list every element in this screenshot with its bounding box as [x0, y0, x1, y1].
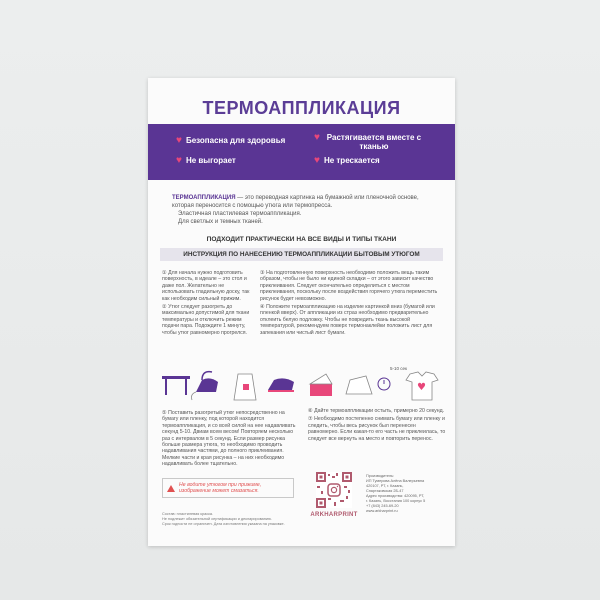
tshirt-heart-icon	[406, 372, 438, 400]
steps-column-4	[308, 408, 448, 444]
instruction-heading: ИНСТРУКЦИЯ ПО НАНЕСЕНИЮ ТЕРМОАППЛИКАЦИИ БЫТОВЫМ УТЮГОМ	[160, 248, 443, 261]
page-title: ТЕРМОАППЛИКАЦИЯ	[202, 98, 401, 118]
qr-code	[316, 472, 352, 508]
warning-icon	[167, 485, 175, 492]
table-icon	[162, 376, 190, 395]
feature-item	[176, 136, 285, 145]
intro-text	[172, 194, 434, 226]
feature-item	[314, 133, 424, 151]
peel-icon	[310, 374, 332, 396]
feature-label: Растягивается вместе с тканью	[326, 133, 422, 151]
heart-icon: ♥	[314, 155, 320, 166]
step-2: ② Утюг следует разогреть до максимально допустимой для ткани температуры и отключить режим подачи пара. Подождите 1 минуту, чтобы утюг равномерно прогрелся.	[162, 304, 250, 336]
feature-band	[148, 124, 455, 180]
footer-line: Состав: пластилевая краска.	[162, 512, 214, 516]
steps-column-3	[162, 410, 302, 470]
iron-icon	[192, 372, 219, 400]
maker-line: www.arkharprint.ru	[366, 509, 398, 513]
maker-line: г. Казань, Восстания 100 корпус 5	[366, 499, 426, 503]
feature-item	[176, 156, 236, 165]
feature-label: Не трескается	[323, 156, 380, 165]
warning-text: Не водите утюгом при прижиме, изображение может смазаться.	[179, 482, 262, 494]
manufacturer-info	[366, 474, 446, 514]
intro-lead: ТЕРМОАППЛИКАЦИЯ	[172, 195, 236, 201]
intro-line: Эластичная пластилевая термоаппликация.	[178, 211, 302, 217]
timer-label: 5-10 сек	[390, 366, 407, 371]
footer-line: Срок годности не ограничен. Дата изготовления указана на упаковке.	[162, 522, 285, 526]
paper-icon	[346, 376, 372, 394]
instruction-card	[148, 78, 455, 546]
heart-icon: ♥	[314, 132, 320, 143]
step-6: ⑥ Дайте термоаппликации остыть, примерно 20 секунд.	[308, 408, 445, 414]
step-3: ③ На подготовленную поверхность необходимо положить вещь таким образом, чтобы не было ни единой складки – от этого зависит качество приклеивания. Следует окончательно определиться с местом приклеивания, поскольку после воздействия горячего утюга переместить рисунок будет невозможно.	[260, 270, 438, 302]
step-7: ⑦ Необходимо постепенно снимать бумагу или пленку и следить, чтобы весь рисунок был перенесен равномерно. Если какая-то его часть не приклеилась, то следует все вернуть на место и повторить перенос.	[308, 416, 446, 442]
maker-line: Адрес производства: 420095, РТ,	[366, 494, 425, 498]
feature-label: Не выгорает	[185, 156, 236, 165]
maker-line: ИП Тумерова Алёна Валерьевна	[366, 479, 425, 483]
steps-column-1	[162, 270, 258, 338]
heart-icon: ♥	[176, 135, 182, 146]
iron-press-icon	[268, 378, 294, 392]
step-1: ① Для начала нужно подготовить поверхность, в идеале – это стол и даже пол. Желательно не использовать гладильную доску, так как необходим сильный прижим.	[162, 270, 250, 302]
timer-icon	[378, 378, 390, 390]
footer-line: Не подлежит обязательной сертификации и декларированию.	[162, 517, 272, 521]
step-4: ④ Положите термоаппликацию на изделие картинкой вниз (бумагой или пленкой вверх). От аппликации из страз необходимо предварительно отклеить белую подложку. Чтобы не повредить ткань высокой температурой, рекомендуем поверх термонаклейки положить лист для запекания или чистый лист бумаги.	[260, 304, 435, 336]
maker-line: 420107, РТ, г. Казань,	[366, 484, 404, 488]
footer-notes	[162, 512, 302, 527]
feature-label: Безопасна для здоровья	[185, 136, 286, 145]
intro-line: Для светлых и темных тканей.	[178, 219, 263, 225]
brand-logo-text: ARKHARPRINT	[310, 512, 358, 518]
maker-line: Спартаковская 2Б-47	[366, 489, 404, 493]
warning-box	[162, 478, 294, 498]
steps-column-2	[260, 270, 445, 338]
svg-text:♥: ♥	[417, 382, 426, 393]
step-5: ⑤ Поставить разогретый утюг непосредственно на бумагу или пленку, под которой находится термоаппликация, и со всей силой на нее надавливать секунд 5-10. Двиам всем весом! Повторяем несколько раз с интервалом в 5 секунд. Если размер рисунка больше размера утюга, то необходимо проводить надавливания частями, до полного приклеивания. Мелкие части и края рисунка – на них необходимо надавливать более тщательно.	[162, 410, 296, 468]
illustration-strip	[160, 362, 443, 406]
fabric-heading: ПОДХОДИТ ПРАКТИЧЕСКИ НА ВСЕ ВИДЫ И ТИПЫ ТКАНИ	[206, 236, 397, 243]
maker-line: +7 (843) 245-69-20	[366, 504, 399, 508]
shirt-icon	[234, 374, 256, 400]
intro-body: — это переводная картинка на бумажной или пленочной основе, которая переносится с помощью утюга или термопресса.	[172, 195, 419, 209]
maker-label: Производитель:	[366, 474, 395, 478]
feature-item	[314, 156, 380, 165]
heart-icon: ♥	[176, 155, 182, 166]
